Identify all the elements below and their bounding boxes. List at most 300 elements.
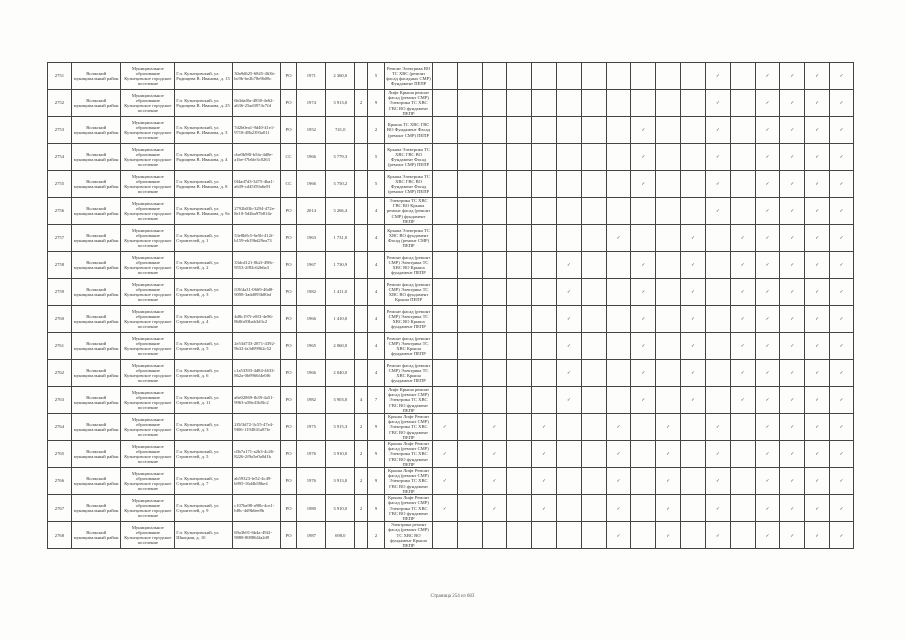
row-entrances: 4 <box>367 225 385 252</box>
table-row <box>48 495 854 522</box>
check-cell <box>805 225 830 252</box>
checkmark-icon: ✓ <box>815 532 820 538</box>
check-cell <box>606 225 631 252</box>
row-address: Г.п. Кузнецовский, ул. Строителей, д. 4 <box>175 306 233 333</box>
check-cell <box>656 414 681 441</box>
row-owner: Муниципальное образование Кузнецовское городское поселение <box>121 441 175 468</box>
checkmark-icon: ✓ <box>666 478 671 484</box>
checkmark-icon: ✓ <box>839 343 844 349</box>
checkmark-icon: ✓ <box>641 343 646 349</box>
check-cell <box>581 387 606 414</box>
row-works: Электрика ремонт фасад (ремонт СМР) ТС ХВС ВО фундамент Крыша ПЕПР <box>385 522 433 549</box>
row-year: 1963 <box>297 225 326 252</box>
row-area: 698,0 <box>326 522 355 549</box>
table-row <box>48 360 854 387</box>
row-number: 2767 <box>48 495 72 522</box>
checkmark-icon: ✓ <box>442 505 447 511</box>
row-entrances: 4 <box>367 360 385 387</box>
check-cell <box>581 63 606 90</box>
check-cell <box>730 414 755 441</box>
check-cell <box>830 495 854 522</box>
checkmark-icon: ✓ <box>790 397 795 403</box>
check-cell <box>805 333 830 360</box>
check-cell <box>681 252 706 279</box>
checkmark-icon: ✓ <box>815 424 820 430</box>
check-cell <box>556 387 581 414</box>
check-cell <box>432 117 457 144</box>
row-wall-material: РО <box>280 279 297 306</box>
row-entrances: 5 <box>367 63 385 90</box>
check-cell <box>606 306 631 333</box>
check-cell <box>532 252 557 279</box>
check-cell <box>606 144 631 171</box>
check-cell <box>681 225 706 252</box>
row-area: 3 913,0 <box>326 468 355 495</box>
check-cell <box>556 468 581 495</box>
checkmark-icon: ✓ <box>492 424 497 430</box>
check-cell <box>730 225 755 252</box>
check-cell <box>780 333 805 360</box>
checkmark-icon: ✓ <box>815 397 820 403</box>
check-cell <box>606 63 631 90</box>
checkmark-icon: ✓ <box>492 505 497 511</box>
checkmark-icon: ✓ <box>815 451 820 457</box>
check-cell <box>532 90 557 117</box>
checkmark-icon: ✓ <box>765 73 770 79</box>
row-wall-material: РО <box>280 225 297 252</box>
check-cell <box>681 468 706 495</box>
check-cell <box>581 468 606 495</box>
row-owner: Муниципальное образование Кузнецовское городское поселение <box>121 225 175 252</box>
check-cell <box>507 63 532 90</box>
checkmark-icon: ✓ <box>790 532 795 538</box>
row-address: Г.п. Кузнецовский, ул. Строителей, д. 6 <box>175 360 233 387</box>
row-entrances: 9 <box>367 468 385 495</box>
check-cell <box>656 522 681 549</box>
row-district: Волжский муниципальный район <box>71 144 121 171</box>
row-year: 1982 <box>297 387 326 414</box>
check-cell <box>457 279 482 306</box>
check-cell <box>755 441 780 468</box>
check-cell <box>755 306 780 333</box>
check-cell <box>656 333 681 360</box>
check-cell <box>705 495 730 522</box>
row-number: 2757 <box>48 225 72 252</box>
checkmark-icon: ✓ <box>641 127 646 133</box>
check-cell <box>705 252 730 279</box>
row-wall-material: РО <box>280 522 297 549</box>
row-wall-material: РО <box>280 63 297 90</box>
row-year: 1966 <box>297 171 326 198</box>
check-cell <box>830 333 854 360</box>
check-cell <box>705 387 730 414</box>
check-cell <box>830 63 854 90</box>
checkmark-icon: ✓ <box>790 235 795 241</box>
row-area: 1 730,9 <box>326 252 355 279</box>
table-row <box>48 441 854 468</box>
checkmark-icon: ✓ <box>566 289 571 295</box>
table-row <box>48 117 854 144</box>
check-cell <box>631 63 656 90</box>
check-cell <box>730 306 755 333</box>
row-district: Волжский муниципальный район <box>71 387 121 414</box>
check-cell <box>457 360 482 387</box>
checkmark-icon: ✓ <box>765 208 770 214</box>
check-cell <box>606 117 631 144</box>
row-area: 3 750,2 <box>326 171 355 198</box>
check-cell <box>532 441 557 468</box>
check-cell <box>730 171 755 198</box>
checkmark-icon: ✓ <box>641 181 646 187</box>
check-cell <box>730 63 755 90</box>
check-cell <box>482 117 507 144</box>
row-district: Волжский муниципальный район <box>71 198 121 225</box>
check-cell <box>556 306 581 333</box>
check-cell <box>606 333 631 360</box>
row-works: Ремонт фасад (ремонт СМР) Электрика ТС ХВС ВО фундамент Крыша ПЕПР <box>385 279 433 306</box>
table-row <box>48 306 854 333</box>
check-cell <box>631 387 656 414</box>
checkmark-icon: ✓ <box>641 154 646 160</box>
row-number: 2752 <box>48 90 72 117</box>
check-cell <box>830 279 854 306</box>
check-cell <box>656 306 681 333</box>
checkmark-icon: ✓ <box>839 316 844 322</box>
check-cell <box>755 63 780 90</box>
check-cell <box>432 225 457 252</box>
check-cell <box>556 90 581 117</box>
row-entrances: 4 <box>367 333 385 360</box>
checkmark-icon: ✓ <box>542 505 546 511</box>
check-cell <box>705 333 730 360</box>
check-cell <box>780 117 805 144</box>
checkmark-icon: ✓ <box>765 478 770 484</box>
checkmark-icon: ✓ <box>815 73 820 79</box>
check-cell <box>507 387 532 414</box>
checkmark-icon: ✓ <box>765 343 770 349</box>
check-cell <box>432 171 457 198</box>
check-cell <box>755 333 780 360</box>
row-entrances: 9 <box>367 90 385 117</box>
row-house-code: ab59323-fe52-4c49-b995-16d4b58be4 <box>233 468 281 495</box>
checkmark-icon: ✓ <box>839 181 844 187</box>
checkmark-icon: ✓ <box>790 208 795 214</box>
checkmark-icon: ✓ <box>740 343 745 349</box>
checkmark-icon: ✓ <box>616 424 621 430</box>
row-owner: Муниципальное образование Кузнецовское городское поселение <box>121 198 175 225</box>
checkmark-icon: ✓ <box>839 397 844 403</box>
checkmark-icon: ✓ <box>666 451 671 457</box>
check-cell <box>830 90 854 117</box>
row-house-code: 69a3b91-6b4a-49f2-9888-808864fa2d9 <box>233 522 281 549</box>
checkmark-icon: ✓ <box>839 154 844 160</box>
check-cell <box>681 171 706 198</box>
table-row <box>48 225 854 252</box>
row-entrances: 4 <box>367 252 385 279</box>
checkmark-icon: ✓ <box>542 424 546 430</box>
check-cell <box>581 279 606 306</box>
row-address: Г.п. Кузнецовский, ул. Шкоцкая, д. 10 <box>175 522 233 549</box>
checkmark-icon: ✓ <box>815 505 820 511</box>
row-district: Волжский муниципальный район <box>71 414 121 441</box>
check-cell <box>656 198 681 225</box>
row-year: 1966 <box>297 360 326 387</box>
check-cell <box>457 333 482 360</box>
row-area: 3 910,0 <box>326 441 355 468</box>
row-floors <box>355 117 367 144</box>
check-cell <box>805 387 830 414</box>
row-year: 1966 <box>297 144 326 171</box>
check-cell <box>755 252 780 279</box>
check-cell <box>532 279 557 306</box>
row-house-code: cbe0b98f-b5fa-4d8e-a1be-f7b6fe3c0263 <box>233 144 281 171</box>
check-cell <box>656 63 681 90</box>
row-district: Волжский муниципальный район <box>71 252 121 279</box>
row-year: 1976 <box>297 468 326 495</box>
check-cell <box>532 144 557 171</box>
check-cell <box>606 522 631 549</box>
check-cell <box>507 252 532 279</box>
check-cell <box>730 522 755 549</box>
row-district: Волжский муниципальный район <box>71 279 121 306</box>
row-area: 1 731,0 <box>326 225 355 252</box>
check-cell <box>780 63 805 90</box>
check-cell <box>805 360 830 387</box>
check-cell <box>631 306 656 333</box>
checkmark-icon: ✓ <box>616 532 621 538</box>
checkmark-icon: ✓ <box>839 289 844 295</box>
checkmark-icon: ✓ <box>542 478 546 484</box>
checkmark-icon: ✓ <box>815 478 820 484</box>
row-address: Г.п. Кузнецовский, ул. Строителей, д. 2 <box>175 252 233 279</box>
row-year: 1980 <box>297 495 326 522</box>
checkmark-icon: ✓ <box>815 370 820 376</box>
checkmark-icon: ✓ <box>715 208 720 214</box>
check-cell <box>805 495 830 522</box>
checkmark-icon: ✓ <box>715 127 720 133</box>
check-cell <box>507 90 532 117</box>
check-cell <box>507 117 532 144</box>
check-cell <box>432 279 457 306</box>
checkmark-icon: ✓ <box>715 424 720 430</box>
check-cell <box>556 252 581 279</box>
row-address: Г.п. Кузнецовский, ул. Радищева В. Иванова, д. 8 <box>175 171 233 198</box>
registry-table <box>47 62 854 549</box>
row-wall-material: РО <box>280 306 297 333</box>
check-cell <box>805 252 830 279</box>
check-cell <box>532 468 557 495</box>
table-row <box>48 387 854 414</box>
check-cell <box>482 387 507 414</box>
row-floors <box>355 306 367 333</box>
check-cell <box>532 414 557 441</box>
checkmark-icon: ✓ <box>740 289 745 295</box>
check-cell <box>730 441 755 468</box>
check-cell <box>830 225 854 252</box>
table-row <box>48 333 854 360</box>
row-address: Г.п. Кузнецовский, ул. Радищева В. Иванова, д. 3 <box>175 117 233 144</box>
row-area: 1 411,0 <box>326 279 355 306</box>
check-cell <box>705 171 730 198</box>
row-year: 1967 <box>297 252 326 279</box>
check-cell <box>780 144 805 171</box>
check-cell <box>780 225 805 252</box>
check-cell <box>631 144 656 171</box>
check-cell <box>755 468 780 495</box>
row-owner: Муниципальное образование Кузнецовское городское поселение <box>121 387 175 414</box>
row-address: Г.п. Кузнецовский, ул. Радищева В. Иванова, д. 15 <box>175 63 233 90</box>
row-floors: 4 <box>355 387 367 414</box>
checkmark-icon: ✓ <box>765 316 770 322</box>
check-cell <box>581 360 606 387</box>
checkmark-icon: ✓ <box>765 424 770 430</box>
row-floors: 2 <box>355 468 367 495</box>
row-works: Крыша Электрика ТС ХВС ГВС ВО Фундамент Фасад (ремонт СМР) ПЕПР <box>385 144 433 171</box>
check-cell <box>755 144 780 171</box>
row-entrances: 9 <box>367 495 385 522</box>
row-address: Г.п. Кузнецовский, ул. Строителей, д. 11 <box>175 387 233 414</box>
row-house-code: 33dcd121-0b2f-498c-9553-2f83c62b6a3 <box>233 252 281 279</box>
check-cell <box>457 198 482 225</box>
checkmark-icon: ✓ <box>492 478 497 484</box>
check-cell <box>532 495 557 522</box>
row-district: Волжский муниципальный район <box>71 117 121 144</box>
check-cell <box>705 360 730 387</box>
row-works: Крыша ТС ХВС ГВС ВО Фундамент Фасад (ремонт СМР) ПЕПР <box>385 117 433 144</box>
row-address: Г.п. Кузнецовский, ул. Строителей, д. 9 <box>175 495 233 522</box>
checkmark-icon: ✓ <box>616 451 621 457</box>
row-works: Крыша Электрика ТС ХВС ГВС ВО Фундамент Фасад (ремонт СМР) ПЕПР <box>385 171 433 198</box>
check-cell <box>681 495 706 522</box>
check-cell <box>805 522 830 549</box>
checkmark-icon: ✓ <box>666 505 671 511</box>
check-cell <box>432 90 457 117</box>
checkmark-icon: ✓ <box>765 235 770 241</box>
check-cell <box>705 225 730 252</box>
checkmark-icon: ✓ <box>566 262 571 268</box>
check-cell <box>780 252 805 279</box>
check-cell <box>432 333 457 360</box>
row-floors: 2 <box>355 90 367 117</box>
check-cell <box>432 198 457 225</box>
check-cell <box>532 117 557 144</box>
row-house-code: c107ba98-a90b-4ce1-bf8c-4d9b6ee8b <box>233 495 281 522</box>
check-cell <box>532 198 557 225</box>
check-cell <box>780 171 805 198</box>
check-cell <box>631 414 656 441</box>
check-cell <box>830 468 854 495</box>
check-cell <box>755 171 780 198</box>
checkmark-icon: ✓ <box>765 100 770 106</box>
check-cell <box>730 90 755 117</box>
check-cell <box>805 441 830 468</box>
row-house-code: 53e8b8c5-6e5b-412f-b159-eb19bd29ea73 <box>233 225 281 252</box>
row-entrances: 7 <box>367 387 385 414</box>
row-owner: Муниципальное образование Кузнецовское городское поселение <box>121 90 175 117</box>
check-cell <box>482 63 507 90</box>
checkmark-icon: ✓ <box>790 100 795 106</box>
row-owner: Муниципальное образование Кузнецовское городское поселение <box>121 495 175 522</box>
row-house-code: c1a53393-4d84-4633-862a-0b9966f4e0f6 <box>233 360 281 387</box>
checkmark-icon: ✓ <box>715 73 720 79</box>
check-cell <box>705 63 730 90</box>
check-cell <box>507 360 532 387</box>
check-cell <box>656 252 681 279</box>
row-district: Волжский муниципальный район <box>71 171 121 198</box>
check-cell <box>457 495 482 522</box>
checkmark-icon: ✓ <box>566 397 571 403</box>
checkmark-icon: ✓ <box>641 289 646 295</box>
check-cell <box>457 90 482 117</box>
row-district: Волжский муниципальный район <box>71 90 121 117</box>
check-cell <box>532 333 557 360</box>
row-wall-material: СС <box>280 144 297 171</box>
row-floors <box>355 279 367 306</box>
row-works: Лифт Крыша ремонт фасад (ремонт СМР) Электрика ТС ХВС ГВС ВО фундамент ПЕПР <box>385 387 433 414</box>
table-row <box>48 252 854 279</box>
row-address: Г.п. Кузнецовский, ул. Строителей, д. 3 <box>175 414 233 441</box>
row-address: Г.п. Кузнецовский, ул. Радищева В. Иванова, д. 25 <box>175 90 233 117</box>
check-cell <box>581 198 606 225</box>
check-cell <box>556 333 581 360</box>
check-cell <box>482 90 507 117</box>
row-area: 2 360,0 <box>326 63 355 90</box>
check-cell <box>681 117 706 144</box>
check-cell <box>556 144 581 171</box>
check-cell <box>631 522 656 549</box>
checkmark-icon: ✓ <box>815 127 820 133</box>
check-cell <box>780 360 805 387</box>
check-cell <box>631 90 656 117</box>
row-district: Волжский муниципальный район <box>71 306 121 333</box>
check-cell <box>730 144 755 171</box>
row-address: Г.п. Кузнецовский, ул. Строителей, д. 3 <box>175 279 233 306</box>
checkmark-icon: ✓ <box>815 343 820 349</box>
check-cell <box>581 225 606 252</box>
checkmark-icon: ✓ <box>740 316 745 322</box>
checkmark-icon: ✓ <box>715 451 720 457</box>
row-owner: Муниципальное образование Кузнецовское городское поселение <box>121 144 175 171</box>
checkmark-icon: ✓ <box>765 127 770 133</box>
checkmark-icon: ✓ <box>542 451 546 457</box>
check-cell <box>705 279 730 306</box>
checkmark-icon: ✓ <box>815 316 820 322</box>
check-cell <box>482 441 507 468</box>
check-cell <box>830 441 854 468</box>
check-cell <box>830 387 854 414</box>
checkmark-icon: ✓ <box>839 505 844 511</box>
checkmark-icon: ✓ <box>790 73 795 79</box>
row-number: 2766 <box>48 468 72 495</box>
check-cell <box>581 441 606 468</box>
checkmark-icon: ✓ <box>442 451 447 457</box>
row-owner: Муниципальное образование Кузнецовское городское поселение <box>121 522 175 549</box>
row-entrances: 2 <box>367 522 385 549</box>
row-floors: 2 <box>355 414 367 441</box>
check-cell <box>830 198 854 225</box>
row-area: 741,0 <box>326 117 355 144</box>
check-cell <box>432 306 457 333</box>
checkmark-icon: ✓ <box>839 370 844 376</box>
row-owner: Муниципальное образование Кузнецовское городское поселение <box>121 414 175 441</box>
checkmark-icon: ✓ <box>765 370 770 376</box>
check-cell <box>507 468 532 495</box>
check-cell <box>755 279 780 306</box>
check-cell <box>432 522 457 549</box>
checkmark-icon: ✓ <box>691 343 695 349</box>
check-cell <box>631 333 656 360</box>
check-cell <box>780 522 805 549</box>
